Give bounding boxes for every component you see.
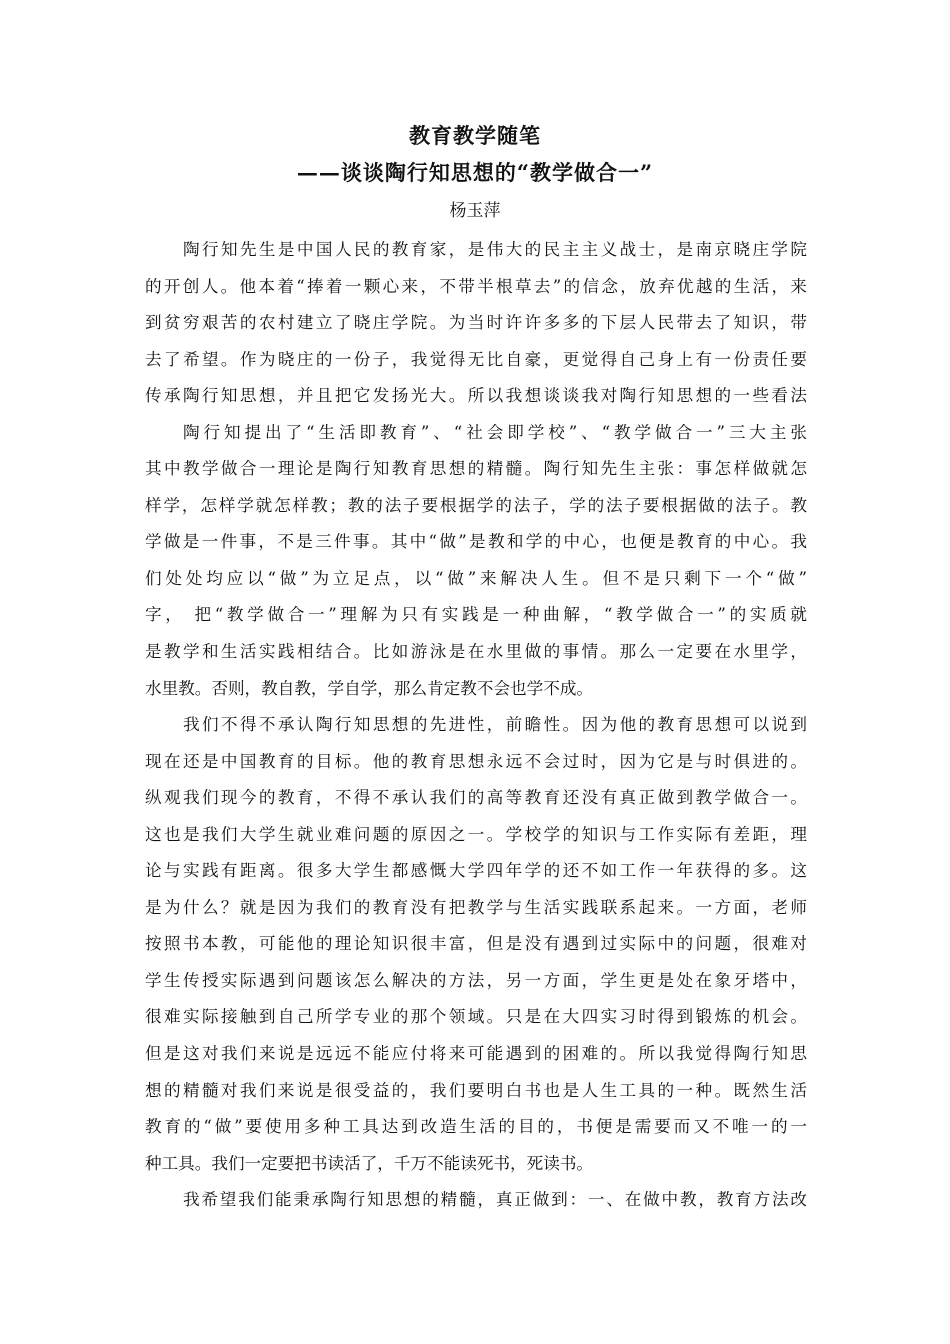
text-line: 陶行知提出了“生活即教育”、“社会即学校”、“教学做合一”三大主张 (183, 422, 807, 442)
text-line: 们处处均应以“做”为立足点，以“做”来解决人生。但不是只剩下一个“做” (145, 568, 807, 588)
text-line: 是为什么？就是因为我们的教育没有把教学与生活实践联系起来。一方面，老师 (145, 897, 807, 917)
document-body (145, 232, 807, 1219)
text-line: 学生传授实际遇到问题该怎么解决的方法，另一方面，学生更是处在象牙塔中， (145, 970, 807, 990)
text-line: 教育的“做”要使用多种工具达到改造生活的目的，书便是需要而又不唯一的一 (145, 1117, 807, 1137)
text-line: 字， 把“教学做合一”理解为只有实践是一种曲解，“教学做合一”的实质就 (145, 605, 807, 625)
text-line: 去了希望。作为晓庄的一份子，我觉得无比自豪，更觉得自己身上有一份责任要 (145, 349, 807, 369)
text-line: 现在还是中国教育的目标。他的教育思想永远不会过时，因为它是与时俱进的。 (145, 751, 807, 771)
text-line: 陶行知先生是中国人民的教育家，是伟大的民主主义战士，是南京晓庄学院 (183, 240, 807, 259)
document-title: 教育教学随笔 (409, 123, 541, 148)
text-line: 样学，怎样学就怎样教；教的法子要根据学的法子，学的法子要根据做的法子。教 (145, 495, 807, 515)
text-line: 的开创人。他本着“捧着一颗心来，不带半根草去”的信念，放弃优越的生活，来 (145, 276, 807, 296)
text-line: 很难实际接触到自己所学专业的那个领域。只是在大四实习时得到锻炼的机会。 (145, 1007, 807, 1027)
text-line: 到贫穷艰苦的农村建立了晓庄学院。为当时许许多多的下层人民带去了知识，带 (145, 313, 807, 333)
text-line: 传承陶行知思想，并且把它发扬光大。所以我想谈谈我对陶行知思想的一些看法 (145, 386, 807, 406)
text-line: 但是这对我们来说是远远不能应付将来可能遇到的困难的。所以我觉得陶行知思 (145, 1044, 807, 1064)
text-line: 学做是一件事，不是三件事。其中“做”是教和学的中心，也便是教育的中心。我 (145, 532, 807, 552)
text-line: 按照书本教，可能他的理论知识很丰富，但是没有遇到过实际中的问题，很难对 (145, 934, 807, 954)
author-name: 杨玉萍 (449, 201, 501, 221)
text-line: 是教学和生活实践相结合。比如游泳是在水里做的事情。那么一定要在水里学， (145, 642, 807, 662)
text-line: 这也是我们大学生就业难问题的原因之一。学校学的知识与工作实际有差距，理 (145, 824, 807, 844)
text-line: 种工具。我们一定要把书读活了，千万不能读死书，死读书。 (145, 1153, 594, 1173)
text-line: 其中教学做合一理论是陶行知教育思想的精髓。陶行知先生主张：事怎样做就怎 (145, 459, 807, 479)
text-line: 论与实践有距离。很多大学生都感慨大学四年学的还不如工作一年获得的多。这 (145, 861, 807, 881)
document-subtitle: ——谈谈陶行知思想的“教学做合一” (296, 160, 654, 185)
text-line: 纵观我们现今的教育，不得不承认我们的高等教育还没有真正做到教学做合一。 (145, 788, 807, 808)
text-line: 想的精髓对我们来说是很受益的，我们要明白书也是人生工具的一种。既然生活 (145, 1080, 807, 1100)
text-line: 我们不得不承认陶行知思想的先进性，前瞻性。因为他的教育思想可以说到 (183, 715, 807, 735)
text-line: 水里教。否则，教自教，学自学，那么肯定教不会也学不成。 (145, 678, 594, 698)
text-line: 我希望我们能秉承陶行知思想的精髓，真正做到：一、在做中教，教育方法改 (183, 1190, 807, 1210)
